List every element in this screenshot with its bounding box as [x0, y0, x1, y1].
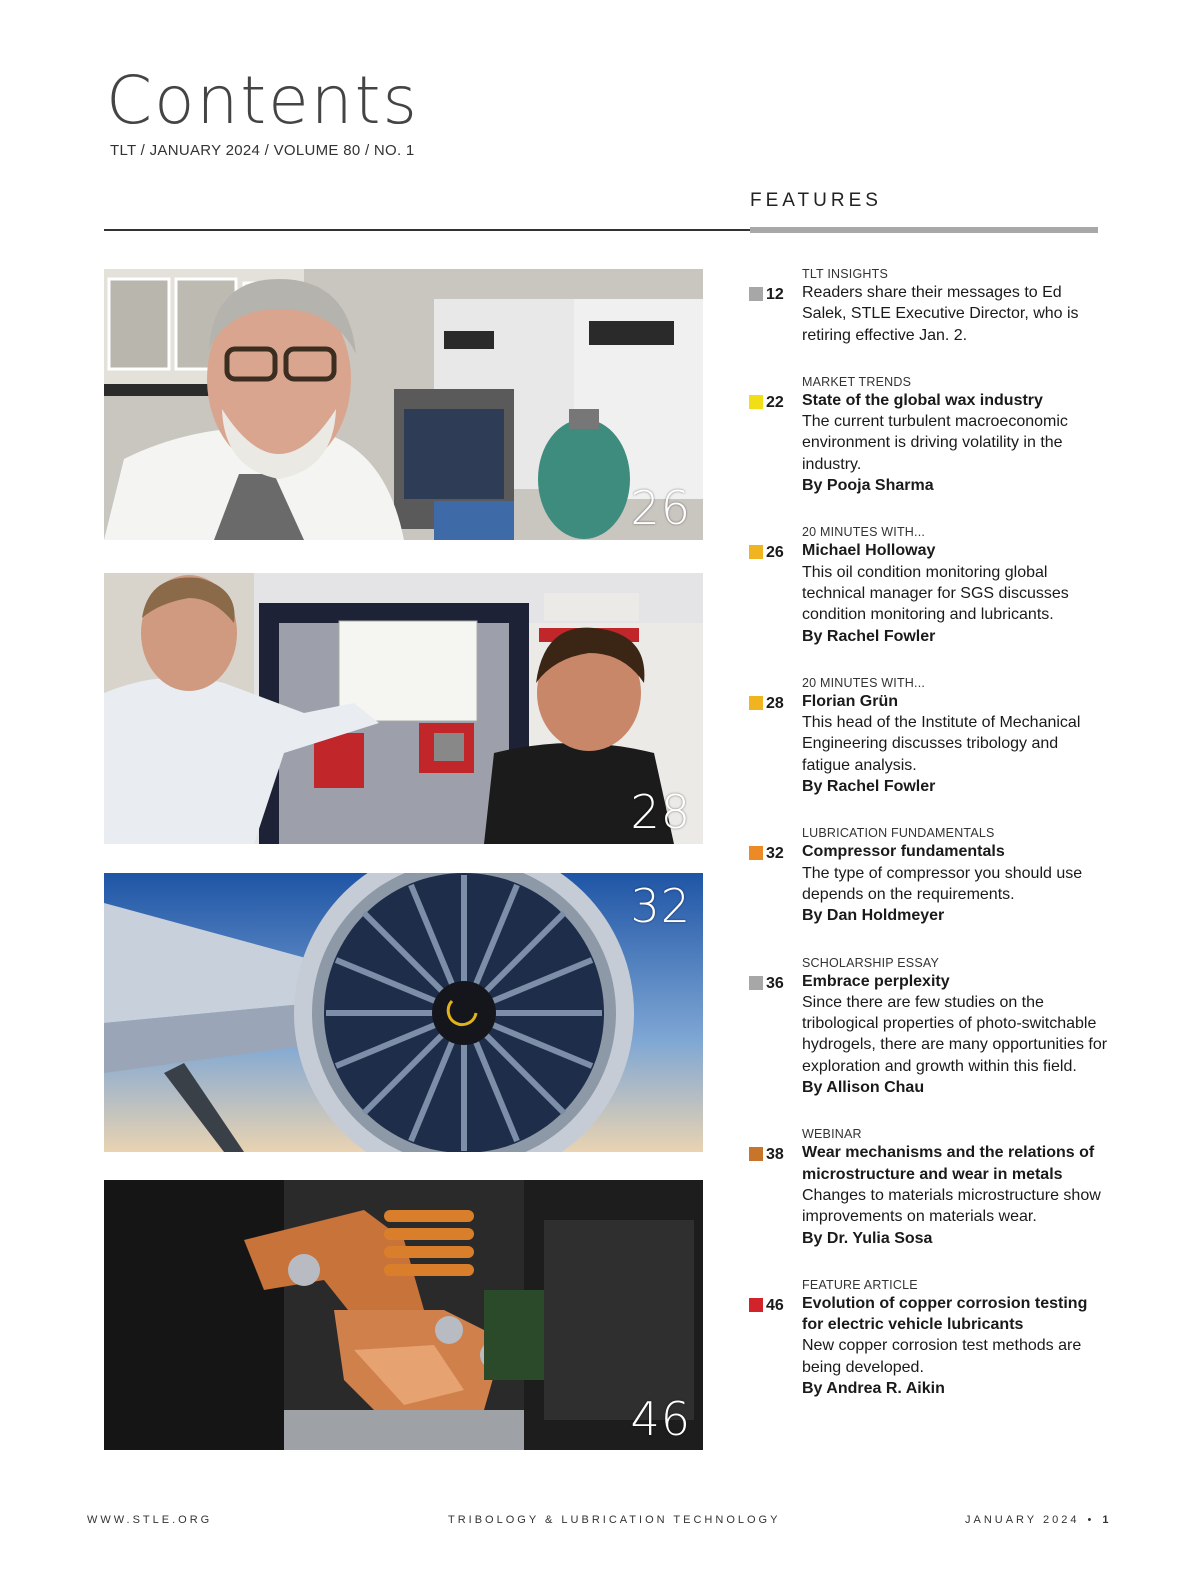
toc-entry[interactable]	[749, 1126, 1109, 1248]
toc-entry[interactable]	[749, 266, 1109, 346]
photo-lab-selfie	[104, 269, 703, 540]
toc-description: The type of compressor you should use depends on the requirements.	[802, 864, 1083, 903]
toc-page-number: 28	[766, 694, 784, 712]
toc-description: This head of the Institute of Mechanical Engineering discusses tribology and fatigue analysis.	[802, 714, 1081, 774]
issue-line: TLT / JANUARY 2024 / VOLUME 80 / NO. 1	[110, 142, 415, 159]
toc-description: Readers share their messages to Ed Salek, STLE Executive Director, who is retiring effective Jan. 2.	[802, 284, 1079, 344]
photo-page-number: 26	[630, 481, 691, 535]
toc-category: 20 MINUTES WITH...	[802, 675, 926, 690]
copper-illustration	[104, 1180, 703, 1450]
toc-category: 20 MINUTES WITH...	[802, 525, 926, 540]
toc-author: By Dr. Yulia Sosa	[802, 1229, 933, 1247]
toc-title: State of the global wax industry	[802, 391, 1043, 409]
toc-list	[749, 266, 1109, 1417]
color-marker	[749, 287, 763, 301]
page-title: Contents	[106, 62, 419, 139]
toc-title: Evolution of copper corrosion testing for electric vehicle lubricants	[802, 1294, 1088, 1334]
toc-page-number: 26	[766, 544, 784, 562]
machine-photo-illustration	[104, 573, 703, 844]
toc-entry[interactable]	[749, 825, 1109, 926]
lab-photo-illustration	[104, 269, 703, 540]
color-marker	[749, 1298, 763, 1312]
color-marker	[749, 395, 763, 409]
footer-page-number: 1	[1102, 1514, 1112, 1526]
toc-description: Changes to materials microstructure show improvements on materials wear.	[802, 1186, 1101, 1226]
photo-copper-connectors	[104, 1180, 703, 1450]
toc-title: Florian Grün	[802, 692, 898, 710]
toc-page-number: 12	[766, 286, 784, 303]
toc-entry[interactable]	[749, 1277, 1109, 1399]
toc-entry[interactable]	[749, 374, 1109, 496]
toc-author: By Allison Chau	[802, 1079, 925, 1097]
toc-category: FEATURE ARTICLE	[802, 1277, 918, 1292]
footer-website[interactable]: WWW.STLE.ORG	[87, 1514, 213, 1526]
color-marker	[749, 696, 763, 710]
toc-title: Embrace perplexity	[802, 972, 950, 990]
features-rule	[750, 227, 1098, 233]
jet-engine-illustration	[104, 873, 703, 1152]
toc-page-number: 32	[766, 845, 784, 863]
toc-title: Compressor fundamentals	[802, 843, 1005, 861]
toc-category: TLT INSIGHTS	[802, 267, 888, 281]
photo-page-number: 46	[630, 1392, 691, 1446]
photo-page-number: 32	[630, 879, 691, 933]
color-marker	[749, 1147, 763, 1161]
color-marker	[749, 545, 763, 559]
toc-page-number: 46	[766, 1296, 784, 1314]
toc-description: The current turbulent macroeconomic environment is driving volatility in the industry.	[802, 413, 1068, 473]
color-marker	[749, 846, 763, 860]
toc-category: WEBINAR	[802, 1127, 862, 1142]
toc-entry[interactable]	[749, 524, 1109, 646]
toc-page-number: 36	[766, 974, 784, 992]
toc-category: LUBRICATION FUNDAMENTALS	[802, 826, 995, 841]
toc-description: Since there are few studies on the tribological properties of photo-switchable hydrogels, there are many opportunities for exploration and growth within this field.	[802, 993, 1108, 1075]
toc-author: By Dan Holdmeyer	[802, 907, 945, 925]
footer-issue-date: JANUARY 2024	[965, 1514, 1080, 1526]
toc-author: By Andrea R. Aikin	[802, 1379, 945, 1397]
toc-entry[interactable]	[749, 675, 1109, 797]
footer-publication: TRIBOLOGY & LUBRICATION TECHNOLOGY	[448, 1514, 781, 1526]
toc-author: By Rachel Fowler	[802, 627, 936, 645]
footer-issue	[965, 1514, 1111, 1526]
toc-author: By Rachel Fowler	[802, 778, 936, 796]
toc-page-number: 38	[766, 1146, 784, 1164]
toc-page-number: 22	[766, 393, 784, 411]
features-heading: FEATURES	[750, 190, 882, 211]
photo-page-number: 28	[630, 785, 691, 839]
toc-category: SCHOLARSHIP ESSAY	[802, 955, 940, 970]
toc-category: MARKET TRENDS	[802, 374, 912, 389]
color-marker	[749, 976, 763, 990]
photo-emco-machine	[104, 573, 703, 844]
footer-separator: •	[1087, 1514, 1095, 1526]
toc-title: Michael Holloway	[802, 542, 936, 560]
photo-jet-engine	[104, 873, 703, 1152]
toc-entry[interactable]	[749, 955, 1109, 1099]
toc-description: This oil condition monitoring global technical manager for SGS discusses condition monitoring and lubricants.	[802, 563, 1069, 624]
header-rule	[104, 229, 750, 231]
toc-description: New copper corrosion test methods are being developed.	[802, 1337, 1082, 1376]
toc-title: Wear mechanisms and the relations of microstructure and wear in metals	[802, 1144, 1095, 1183]
toc-author: By Pooja Sharma	[802, 477, 934, 495]
